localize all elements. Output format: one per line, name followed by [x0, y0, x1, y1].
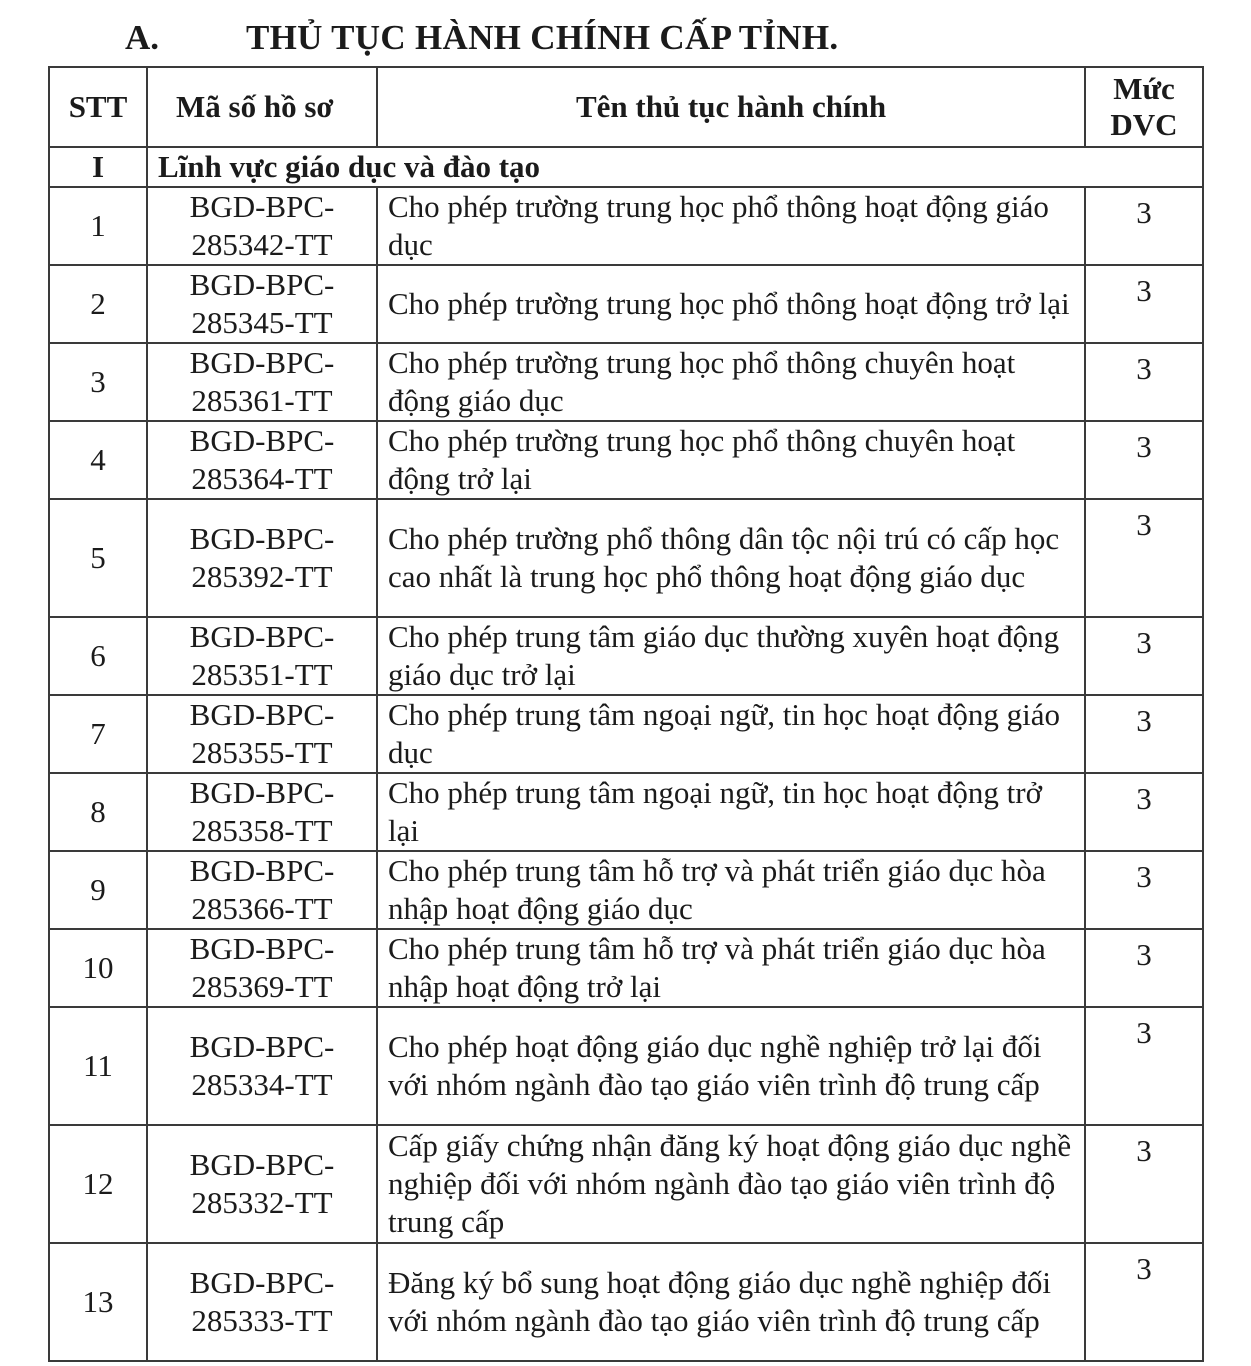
table-row: [49, 1243, 1203, 1361]
row-procedure-name: Cho phép trung tâm giáo dục thường xuyên hoạt động giáo dục trở lại: [377, 617, 1085, 695]
section-roman: I: [49, 147, 147, 187]
table-header-row: [49, 67, 1203, 147]
row-service-level: 3: [1085, 499, 1203, 617]
row-code: [147, 1243, 377, 1361]
row-procedure-name: Cho phép trường trung học phổ thông chuyên hoạt động giáo dục: [377, 343, 1085, 421]
table-row: [49, 695, 1203, 773]
row-code: [147, 695, 377, 773]
row-stt: 12: [49, 1125, 147, 1243]
row-code: [147, 343, 377, 421]
row-procedure-name: Cấp giấy chứng nhận đăng ký hoạt động giáo dục nghề nghiệp đối với nhóm ngành đào tạo giáo viên trình độ trung cấp: [377, 1125, 1085, 1243]
row-procedure-name: Cho phép trung tâm hỗ trợ và phát triển giáo dục hòa nhập hoạt động giáo dục: [377, 851, 1085, 929]
row-code: [147, 187, 377, 265]
row-code-line2: 285334-TT: [191, 1067, 333, 1102]
row-service-level: 3: [1085, 851, 1203, 929]
header-level: [1085, 67, 1203, 147]
row-service-level: 3: [1085, 695, 1203, 773]
row-code-line1: BGD-BPC-: [189, 775, 335, 810]
row-stt: 8: [49, 773, 147, 851]
row-stt: 3: [49, 343, 147, 421]
row-code-line2: 285351-TT: [191, 657, 333, 692]
row-procedure-name: Cho phép hoạt động giáo dục nghề nghiệp trở lại đối với nhóm ngành đào tạo giáo viên trình độ trung cấp: [377, 1007, 1085, 1125]
row-code-line1: BGD-BPC-: [189, 1029, 335, 1064]
row-code-line1: BGD-BPC-: [189, 423, 335, 458]
row-stt: 10: [49, 929, 147, 1007]
row-code-line2: 285369-TT: [191, 969, 333, 1004]
section-heading: [0, 14, 1251, 64]
row-procedure-name: Cho phép trường trung học phổ thông hoạt động trở lại: [377, 265, 1085, 343]
row-code-line1: BGD-BPC-: [189, 853, 335, 888]
table-row: [49, 421, 1203, 499]
row-stt: 13: [49, 1243, 147, 1361]
row-code-line1: BGD-BPC-: [189, 697, 335, 732]
row-code: [147, 617, 377, 695]
row-code: [147, 851, 377, 929]
row-stt: 7: [49, 695, 147, 773]
table-row: [49, 1007, 1203, 1125]
row-stt: 6: [49, 617, 147, 695]
row-procedure-name: Cho phép trung tâm ngoại ngữ, tin học hoạt động giáo dục: [377, 695, 1085, 773]
procedures-table: [48, 66, 1204, 1362]
row-stt: 2: [49, 265, 147, 343]
section-label: Lĩnh vực giáo dục và đào tạo: [147, 147, 1203, 187]
row-code-line2: 285392-TT: [191, 559, 333, 594]
table-row: [49, 343, 1203, 421]
header-level-line2: DVC: [1110, 107, 1178, 142]
row-code-line1: BGD-BPC-: [189, 1265, 335, 1300]
table-row: [49, 265, 1203, 343]
row-code: [147, 421, 377, 499]
table-row: [49, 851, 1203, 929]
row-stt: 9: [49, 851, 147, 929]
row-service-level: 3: [1085, 421, 1203, 499]
row-stt: 11: [49, 1007, 147, 1125]
table-row: [49, 617, 1203, 695]
row-service-level: 3: [1085, 929, 1203, 1007]
row-service-level: 3: [1085, 187, 1203, 265]
row-service-level: 3: [1085, 617, 1203, 695]
row-stt: 1: [49, 187, 147, 265]
row-code: [147, 265, 377, 343]
row-procedure-name: Cho phép trường trung học phổ thông chuyên hoạt động trở lại: [377, 421, 1085, 499]
row-code-line1: BGD-BPC-: [189, 189, 335, 224]
row-code-line2: 285364-TT: [191, 461, 333, 496]
row-service-level: 3: [1085, 1007, 1203, 1125]
table-row: [49, 187, 1203, 265]
table-row: [49, 773, 1203, 851]
row-code: [147, 1007, 377, 1125]
row-code-line1: BGD-BPC-: [189, 1147, 335, 1182]
row-code-line1: BGD-BPC-: [189, 267, 335, 302]
section-number: A.: [125, 18, 160, 57]
row-code-line1: BGD-BPC-: [189, 521, 335, 556]
row-stt: 4: [49, 421, 147, 499]
row-service-level: 3: [1085, 1125, 1203, 1243]
row-service-level: 3: [1085, 773, 1203, 851]
row-procedure-name: Cho phép trung tâm ngoại ngữ, tin học hoạt động trở lại: [377, 773, 1085, 851]
row-procedure-name: Cho phép trung tâm hỗ trợ và phát triển giáo dục hòa nhập hoạt động trở lại: [377, 929, 1085, 1007]
section-title: THỦ TỤC HÀNH CHÍNH CẤP TỈNH.: [246, 18, 839, 57]
row-procedure-name: Cho phép trường trung học phổ thông hoạt động giáo dục: [377, 187, 1085, 265]
row-code-line2: 285358-TT: [191, 813, 333, 848]
row-code-line2: 285361-TT: [191, 383, 333, 418]
table-row: [49, 499, 1203, 617]
header-code: Mã số hồ sơ: [147, 67, 377, 147]
row-code: [147, 773, 377, 851]
row-code-line1: BGD-BPC-: [189, 931, 335, 966]
row-code-line2: 285342-TT: [191, 227, 333, 262]
row-code-line2: 285355-TT: [191, 735, 333, 770]
row-procedure-name: Cho phép trường phổ thông dân tộc nội trú có cấp học cao nhất là trung học phổ thông hoạt động giáo dục: [377, 499, 1085, 617]
section-row: [49, 147, 1203, 187]
table-row: [49, 929, 1203, 1007]
row-code-line2: 285366-TT: [191, 891, 333, 926]
row-code: [147, 929, 377, 1007]
header-name: Tên thủ tục hành chính: [377, 67, 1085, 147]
row-code: [147, 1125, 377, 1243]
row-code-line1: BGD-BPC-: [189, 345, 335, 380]
header-level-line1: Mức: [1113, 71, 1175, 106]
row-code-line2: 285345-TT: [191, 305, 333, 340]
row-procedure-name: Đăng ký bổ sung hoạt động giáo dục nghề nghiệp đối với nhóm ngành đào tạo giáo viên trình độ trung cấp: [377, 1243, 1085, 1361]
header-stt: STT: [49, 67, 147, 147]
table-row: [49, 1125, 1203, 1243]
row-code-line2: 285333-TT: [191, 1303, 333, 1338]
row-service-level: 3: [1085, 1243, 1203, 1361]
row-stt: 5: [49, 499, 147, 617]
row-service-level: 3: [1085, 343, 1203, 421]
row-code: [147, 499, 377, 617]
row-code-line2: 285332-TT: [191, 1185, 333, 1220]
row-code-line1: BGD-BPC-: [189, 619, 335, 654]
row-service-level: 3: [1085, 265, 1203, 343]
